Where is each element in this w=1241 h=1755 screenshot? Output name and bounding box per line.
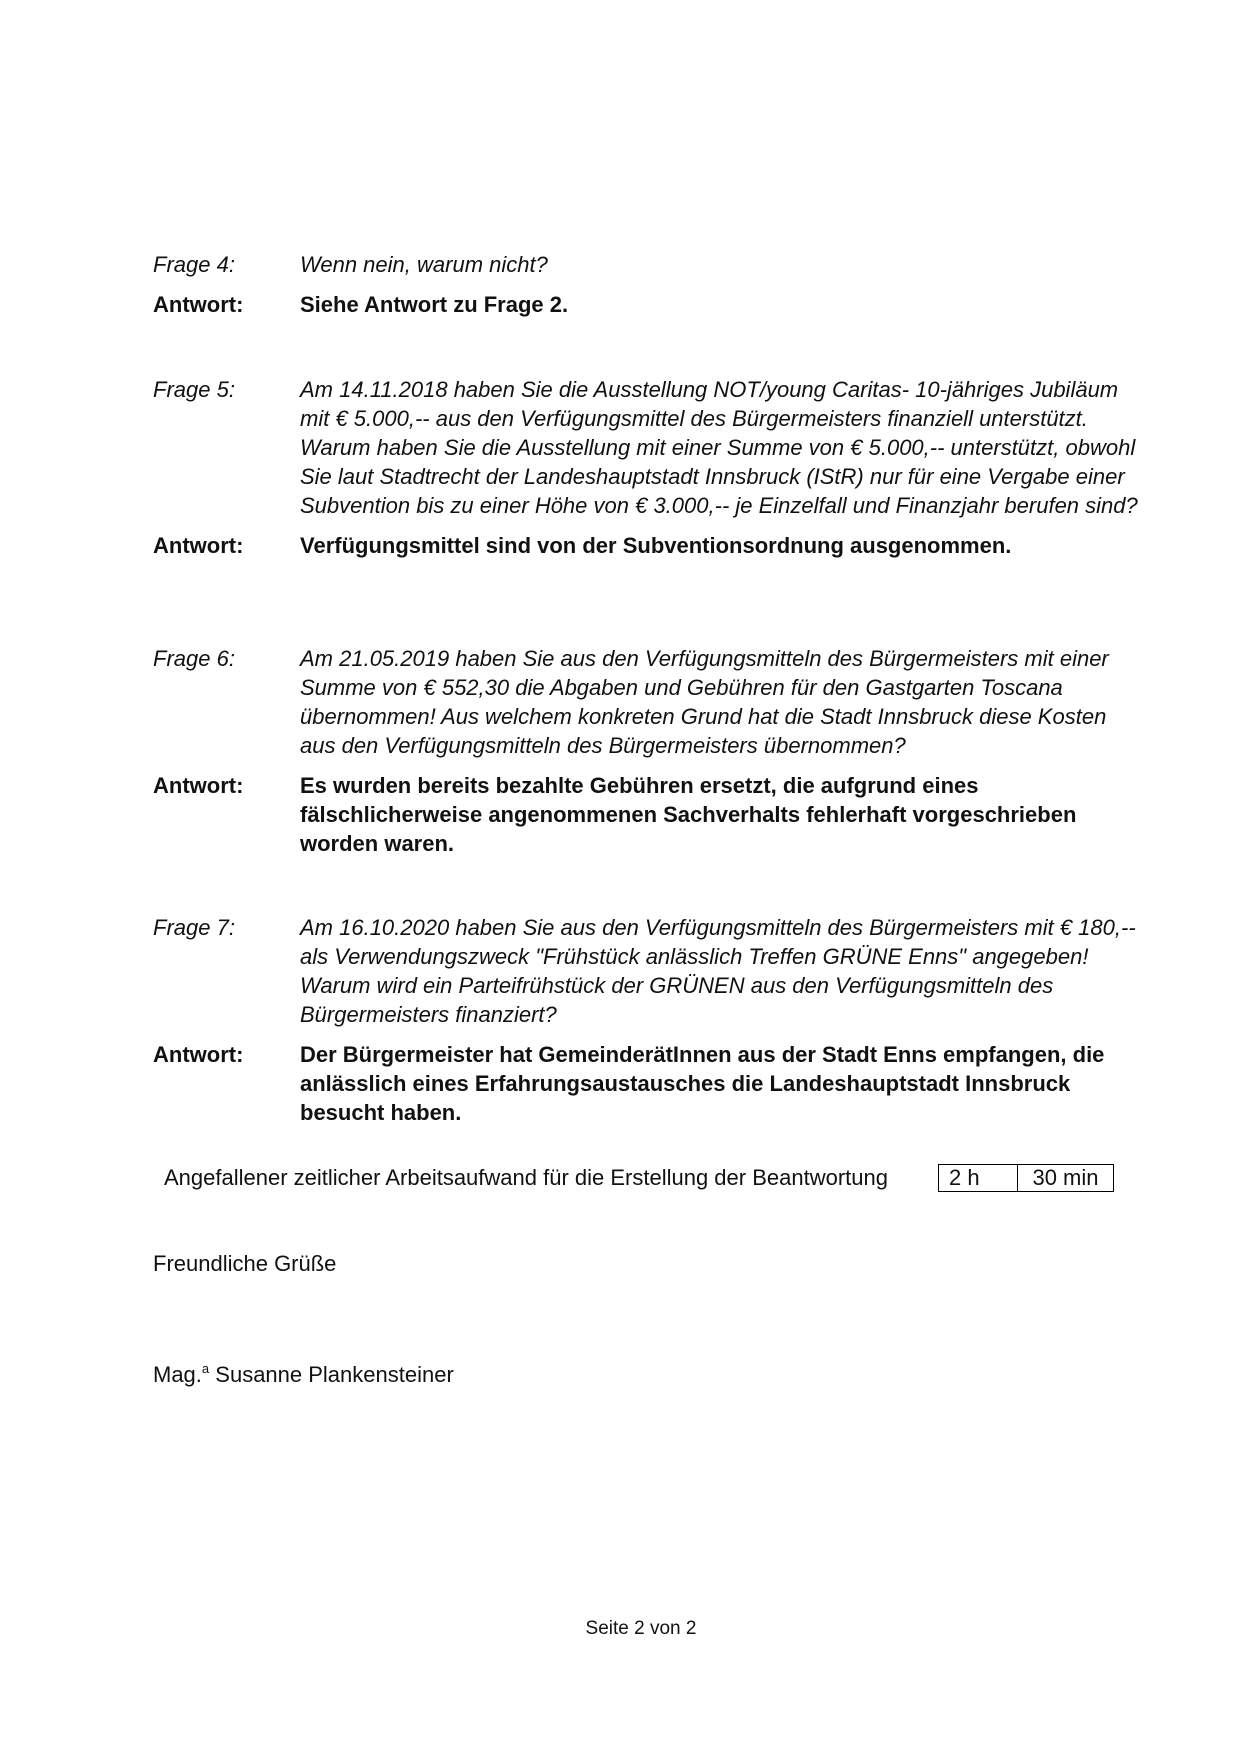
- answer-row: [0, 290, 1241, 319]
- work-effort-hours: 2 h: [939, 1165, 1018, 1191]
- question-label: Frage 7:: [153, 915, 235, 940]
- closing-greeting: Freundliche Grüße: [153, 1251, 337, 1276]
- answer-row: [0, 1040, 1241, 1127]
- work-effort-box: [938, 1164, 1114, 1192]
- qa-block-frage-7: [0, 913, 1241, 1127]
- answer-row: [0, 531, 1241, 560]
- answer-label: Antwort:: [153, 533, 244, 558]
- question-row: [0, 913, 1241, 1029]
- question-label: Frage 6:: [153, 646, 235, 671]
- answer-text: Der Bürgermeister hat GemeinderätInnen aus der Stadt Enns empfangen, die anlässlich eines Erfahrungsaustausches die Landeshauptstadt Innsbruck besucht haben.: [300, 1042, 1105, 1125]
- answer-label: Antwort:: [153, 1042, 244, 1067]
- qa-block-frage-5: [0, 375, 1241, 560]
- signature-person-name: Susanne Plankensteiner: [215, 1362, 454, 1387]
- qa-block-frage-6: [0, 644, 1241, 858]
- work-effort-line: [164, 1164, 1124, 1194]
- question-text: Am 14.11.2018 haben Sie die Ausstellung NOT/young Caritas- 10-jähriges Jubiläum mit € 5.000,-- aus den Verfügungsmittel des Bürgermeisters finanziell unterstützt. Warum haben Sie die Ausstellung mit einer Summe von € 5.000,-- unterstützt, obwohl Sie laut Stadtrecht der Landeshauptstadt Innsbruck (IStR) nur für eine Vergabe einer Subvention bis zu einer Höhe von € 3.000,-- je Einzelfall und Finanzjahr berufen sind?: [300, 377, 1138, 518]
- qa-block-frage-4: [0, 250, 1241, 319]
- question-row: [0, 644, 1241, 760]
- answer-text: Siehe Antwort zu Frage 2.: [300, 292, 569, 317]
- question-row: [0, 375, 1241, 520]
- answer-label: Antwort:: [153, 773, 244, 798]
- answer-row: [0, 771, 1241, 858]
- question-row: [0, 250, 1241, 279]
- question-text: Am 16.10.2020 haben Sie aus den Verfügungsmitteln des Bürgermeisters mit € 180,-- als Verwendungszweck "Frühstück anlässlich Treffen GRÜNE Enns" angegeben! Warum wird ein Parteifrühstück der GRÜNEN aus den Verfügungsmitteln des Bürgermeisters finanziert?: [300, 915, 1136, 1027]
- answer-text: Es wurden bereits bezahlte Gebühren ersetzt, die aufgrund eines fälschlicherweise angenommenen Sachverhalts fehlerhaft vorgeschrieben worden waren.: [300, 773, 1077, 856]
- question-label: Frage 4:: [153, 252, 235, 277]
- signature-title-superscript: a: [201, 1361, 210, 1376]
- answer-label: Antwort:: [153, 292, 244, 317]
- work-effort-label: Angefallener zeitlicher Arbeitsaufwand für die Erstellung der Beantwortung: [164, 1165, 888, 1190]
- signature-name: [153, 1361, 454, 1389]
- signature-title: Mag.: [153, 1362, 202, 1387]
- work-effort-minutes: 30 min: [1032, 1165, 1099, 1190]
- answer-text: Verfügungsmittel sind von der Subventionsordnung ausgenommen.: [300, 533, 1012, 558]
- question-label: Frage 5:: [153, 377, 235, 402]
- page-number-footer: Seite 2 von 2: [585, 1618, 697, 1639]
- question-text: Wenn nein, warum nicht?: [300, 252, 548, 277]
- question-text: Am 21.05.2019 haben Sie aus den Verfügungsmitteln des Bürgermeisters mit einer Summe von € 552,30 die Abgaben und Gebühren für den Gastgarten Toscana übernommen! Aus welchem konkreten Grund hat die Stadt Innsbruck diese Kosten aus den Verfügungsmitteln des Bürgermeisters übernommen?: [300, 646, 1109, 758]
